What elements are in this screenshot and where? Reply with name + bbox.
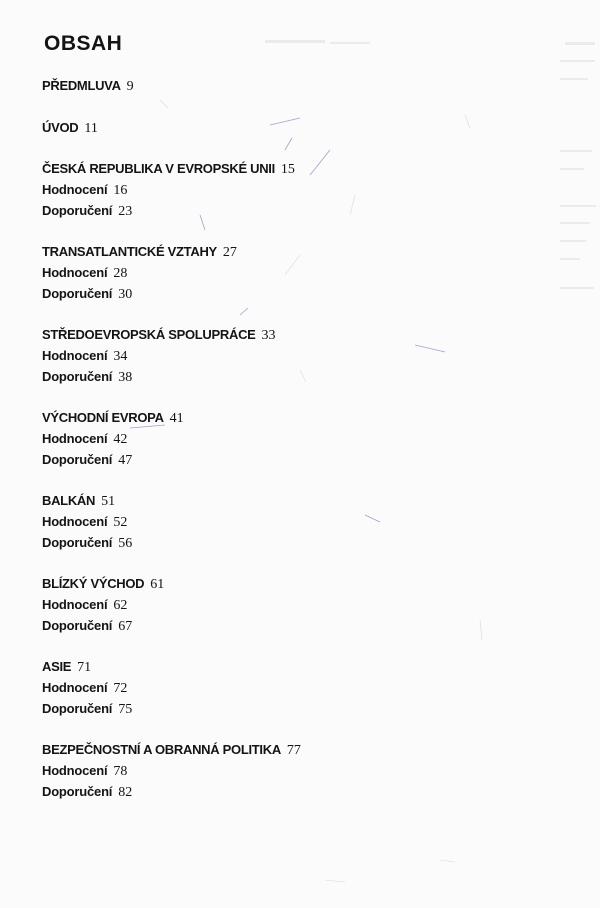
toc-subentry-hodnoceni[interactable] — [42, 182, 127, 199]
toc-entry-page: 47 — [118, 453, 133, 468]
toc-entry-label: TRANSATLANTICKÉ VZTAHY — [42, 244, 217, 259]
toc-entry-label: Doporučení — [42, 618, 113, 633]
toc-entry-page: 11 — [84, 121, 98, 136]
toc-subentry-hodnoceni[interactable] — [42, 348, 127, 365]
toc-entry-label: Hodnocení — [42, 514, 108, 529]
toc-entry-page: 82 — [118, 785, 133, 800]
toc-entry-page: 72 — [113, 681, 128, 696]
toc-entry-bezpecnostni-politika[interactable] — [42, 742, 301, 759]
toc-entry-label: BALKÁN — [42, 493, 96, 508]
toc-subentry-doporuceni[interactable] — [42, 369, 132, 386]
toc-entry-label: BLÍZKÝ VÝCHOD — [42, 576, 145, 591]
toc-entry-page: 78 — [113, 764, 128, 779]
toc-entry-label: STŘEDOEVROPSKÁ SPOLUPRÁCE — [42, 327, 256, 342]
toc-entry-blizky-vychod[interactable] — [42, 576, 164, 593]
toc-entry-page: 28 — [113, 266, 128, 281]
toc-entry-page: 15 — [280, 162, 295, 177]
toc-subentry-doporuceni[interactable] — [42, 286, 132, 303]
toc-entry-label: Doporučení — [42, 203, 113, 218]
toc-subentry-doporuceni[interactable] — [42, 701, 132, 718]
toc-entry-page: 71 — [77, 660, 92, 675]
toc-entry-page: 61 — [150, 577, 165, 592]
toc-entry-page: 56 — [118, 536, 133, 551]
toc-entry-label: Hodnocení — [42, 265, 108, 280]
toc-entry-label: VÝCHODNÍ EVROPA — [42, 410, 164, 425]
toc-entry-page: 41 — [169, 411, 184, 426]
toc-subentry-hodnoceni[interactable] — [42, 431, 127, 448]
toc-entry-label: Doporučení — [42, 286, 113, 301]
toc-entry-page: 67 — [118, 619, 133, 634]
toc-entry-ceska-republika[interactable] — [42, 161, 295, 178]
toc-entry-label: Doporučení — [42, 452, 113, 467]
toc-subentry-doporuceni[interactable] — [42, 618, 132, 635]
toc-entry-page: 33 — [261, 328, 276, 343]
toc-entry-label: Hodnocení — [42, 597, 108, 612]
toc-entry-page: 23 — [118, 204, 133, 219]
toc-subentry-doporuceni[interactable] — [42, 784, 132, 801]
toc-subentry-hodnoceni[interactable] — [42, 763, 127, 780]
toc-entry-predmluva[interactable] — [42, 78, 134, 95]
toc-subentry-doporuceni[interactable] — [42, 535, 132, 552]
toc-entry-label: Hodnocení — [42, 182, 108, 197]
toc-entry-label: Doporučení — [42, 369, 113, 384]
toc-entry-label: ASIE — [42, 659, 72, 674]
toc-entry-label: ÚVOD — [42, 120, 79, 135]
toc-entry-transatlanticke-vztahy[interactable] — [42, 244, 237, 261]
toc-entry-page: 42 — [113, 432, 128, 447]
toc-entry-page: 51 — [101, 494, 116, 509]
toc-entry-asie[interactable] — [42, 659, 91, 676]
toc-entry-label: Doporučení — [42, 784, 113, 799]
toc-entry-label: Doporučení — [42, 535, 113, 550]
toc-entry-label: Doporučení — [42, 701, 113, 716]
page-title: OBSAH — [44, 32, 123, 55]
toc-entry-label: ČESKÁ REPUBLIKA V EVROPSKÉ UNII — [42, 161, 275, 176]
toc-subentry-hodnoceni[interactable] — [42, 514, 127, 531]
toc-entry-stredoevropska-spoluprace[interactable] — [42, 327, 276, 344]
toc-entry-label: Hodnocení — [42, 348, 108, 363]
toc-subentry-hodnoceni[interactable] — [42, 680, 127, 697]
toc-subentry-doporuceni[interactable] — [42, 203, 132, 220]
toc-entry-uvod[interactable] — [42, 120, 98, 137]
toc-entry-label: Hodnocení — [42, 680, 108, 695]
toc-entry-label: Hodnocení — [42, 431, 108, 446]
toc-subentry-hodnoceni[interactable] — [42, 265, 127, 282]
toc-entry-page: 52 — [113, 515, 128, 530]
toc-entry-label: PŘEDMLUVA — [42, 78, 121, 93]
toc-entry-page: 16 — [113, 183, 128, 198]
toc-entry-page: 30 — [118, 287, 133, 302]
toc-entry-label: BEZPEČNOSTNÍ A OBRANNÁ POLITIKA — [42, 742, 281, 757]
toc-entry-page: 9 — [126, 79, 134, 94]
toc-subentry-hodnoceni[interactable] — [42, 597, 127, 614]
toc-entry-label: Hodnocení — [42, 763, 108, 778]
toc-entry-balkan[interactable] — [42, 493, 115, 510]
toc-entry-page: 62 — [113, 598, 128, 613]
toc-entry-page: 27 — [222, 245, 237, 260]
toc-entry-page: 38 — [118, 370, 133, 385]
toc-entry-page: 77 — [286, 743, 301, 758]
toc-subentry-doporuceni[interactable] — [42, 452, 132, 469]
toc-entry-page: 75 — [118, 702, 133, 717]
toc-entry-page: 34 — [113, 349, 128, 364]
toc-entry-vychodni-evropa[interactable] — [42, 410, 184, 427]
